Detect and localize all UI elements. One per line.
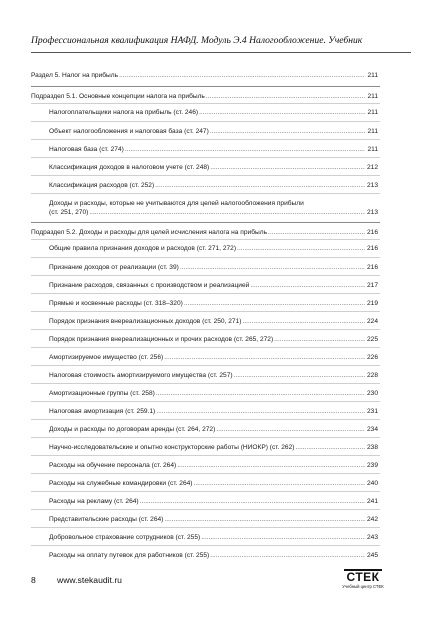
separator bbox=[31, 491, 380, 492]
toc-entry[interactable]: Признание расходов, связанных с производством и реализацией ..... 217 bbox=[31, 282, 378, 291]
separator bbox=[31, 509, 380, 510]
toc-entry-subsection-5-1[interactable]: Подраздел 5.1. Основные концепции налога на прибыль ..... 211 bbox=[31, 93, 378, 102]
toc-entry-multiline[interactable]: Доходы и расходы, которые не учитываются для целей налогообложения прибыли (ст. 251, 270) ..... 213 bbox=[31, 200, 378, 217]
toc-entry[interactable]: Признание доходов от реализации (ст. 39) ..... 216 bbox=[31, 264, 378, 273]
running-header: Профессиональная квалификация НАФД. Модуль Э.4 Налогообложение. Учебник bbox=[31, 35, 363, 46]
toc-entry[interactable]: Налоговая база (ст. 274) ..... 211 bbox=[31, 146, 378, 155]
header-rule bbox=[31, 52, 411, 53]
separator bbox=[31, 275, 380, 276]
footer-url[interactable]: www.stekaudit.ru bbox=[57, 575, 122, 585]
separator bbox=[31, 365, 380, 366]
separator bbox=[31, 139, 380, 140]
stek-logo bbox=[341, 569, 385, 597]
separator bbox=[31, 455, 380, 456]
separator bbox=[31, 401, 380, 402]
separator bbox=[31, 347, 380, 348]
toc-entry[interactable]: Классификация расходов (ст. 252) ..... 213 bbox=[31, 182, 378, 191]
toc-entry[interactable]: Расходы на рекламу (ст. 264) ..... 241 bbox=[31, 498, 378, 507]
logo-mark: СТЕК bbox=[344, 569, 382, 582]
separator bbox=[31, 86, 380, 87]
toc-entry[interactable]: Объект налогообложения и налоговая база (ст. 247) ..... 211 bbox=[31, 128, 378, 137]
toc-entry[interactable]: Расходы на служебные командировки (ст. 264) ..... 240 bbox=[31, 480, 378, 489]
separator bbox=[31, 193, 380, 194]
separator bbox=[31, 311, 380, 312]
logo-subtitle: Учебный центр СТЕК bbox=[342, 584, 384, 589]
separator bbox=[31, 527, 380, 528]
separator bbox=[31, 545, 380, 546]
toc-entry[interactable]: Налогоплательщики налога на прибыль (ст. 246) ..... 211 bbox=[31, 109, 378, 118]
toc-entry[interactable]: Налоговая стоимость амортизируемого имущества (ст. 257) ..... 228 bbox=[31, 372, 378, 381]
separator bbox=[31, 257, 380, 258]
separator bbox=[31, 293, 380, 294]
toc-entry[interactable]: Порядок признания внереализационных доходов (ст. 250, 271) ..... 224 bbox=[31, 318, 378, 327]
toc-entry[interactable]: Амортизационные группы (ст. 258) ..... 230 bbox=[31, 390, 378, 399]
separator bbox=[31, 473, 380, 474]
toc-entry[interactable]: Общие правила признания доходов и расходов (ст. 271, 272) ..... 216 bbox=[31, 245, 378, 254]
toc-entry[interactable]: Классификация доходов в налоговом учете (ст. 248) ..... 212 bbox=[31, 164, 378, 173]
separator bbox=[31, 157, 380, 158]
toc-entry[interactable]: Расходы на обучение персонала (ст. 264) ..... 239 bbox=[31, 462, 378, 471]
separator bbox=[31, 329, 380, 330]
toc-entry[interactable]: Научно-исследовательские и опытно конструкторские работы (НИОКР) (ст. 262) ..... 238 bbox=[31, 444, 378, 453]
separator bbox=[31, 121, 380, 122]
separator bbox=[31, 222, 380, 223]
toc-entry-subsection-5-2[interactable]: Подраздел 5.2. Доходы и расходы для целей исчисления налога на прибыль ..... 216 bbox=[31, 229, 378, 238]
toc-entry-section-5[interactable]: Раздел 5. Налог на прибыль ..... 211 bbox=[31, 72, 378, 81]
toc-entry[interactable]: Добровольное страхование сотрудников (ст. 255) ..... 243 bbox=[31, 534, 378, 543]
page-number: 8 bbox=[31, 575, 36, 585]
separator bbox=[31, 239, 380, 240]
toc-entry[interactable]: Налоговая амортизация (ст. 259.1) ..... 231 bbox=[31, 408, 378, 417]
separator bbox=[31, 175, 380, 176]
separator bbox=[31, 437, 380, 438]
toc-entry[interactable]: Порядок признания внереализационных и прочих расходов (ст. 265, 272) ..... 225 bbox=[31, 336, 378, 345]
separator bbox=[31, 383, 380, 384]
toc-entry[interactable]: Представительские расходы (ст. 264) ..... 242 bbox=[31, 516, 378, 525]
separator bbox=[31, 103, 380, 104]
toc-entry[interactable]: Расходы на оплату путевок для работников (ст. 255) ..... 245 bbox=[31, 552, 378, 561]
toc-entry[interactable]: Прямые и косвенные расходы (ст. 318–320) ..... 219 bbox=[31, 300, 378, 309]
separator bbox=[31, 419, 380, 420]
toc-entry[interactable]: Амортизируемое имущество (ст. 256) ..... 226 bbox=[31, 354, 378, 363]
toc-entry[interactable]: Доходы и расходы по договорам аренды (ст. 264, 272) ..... 234 bbox=[31, 426, 378, 435]
